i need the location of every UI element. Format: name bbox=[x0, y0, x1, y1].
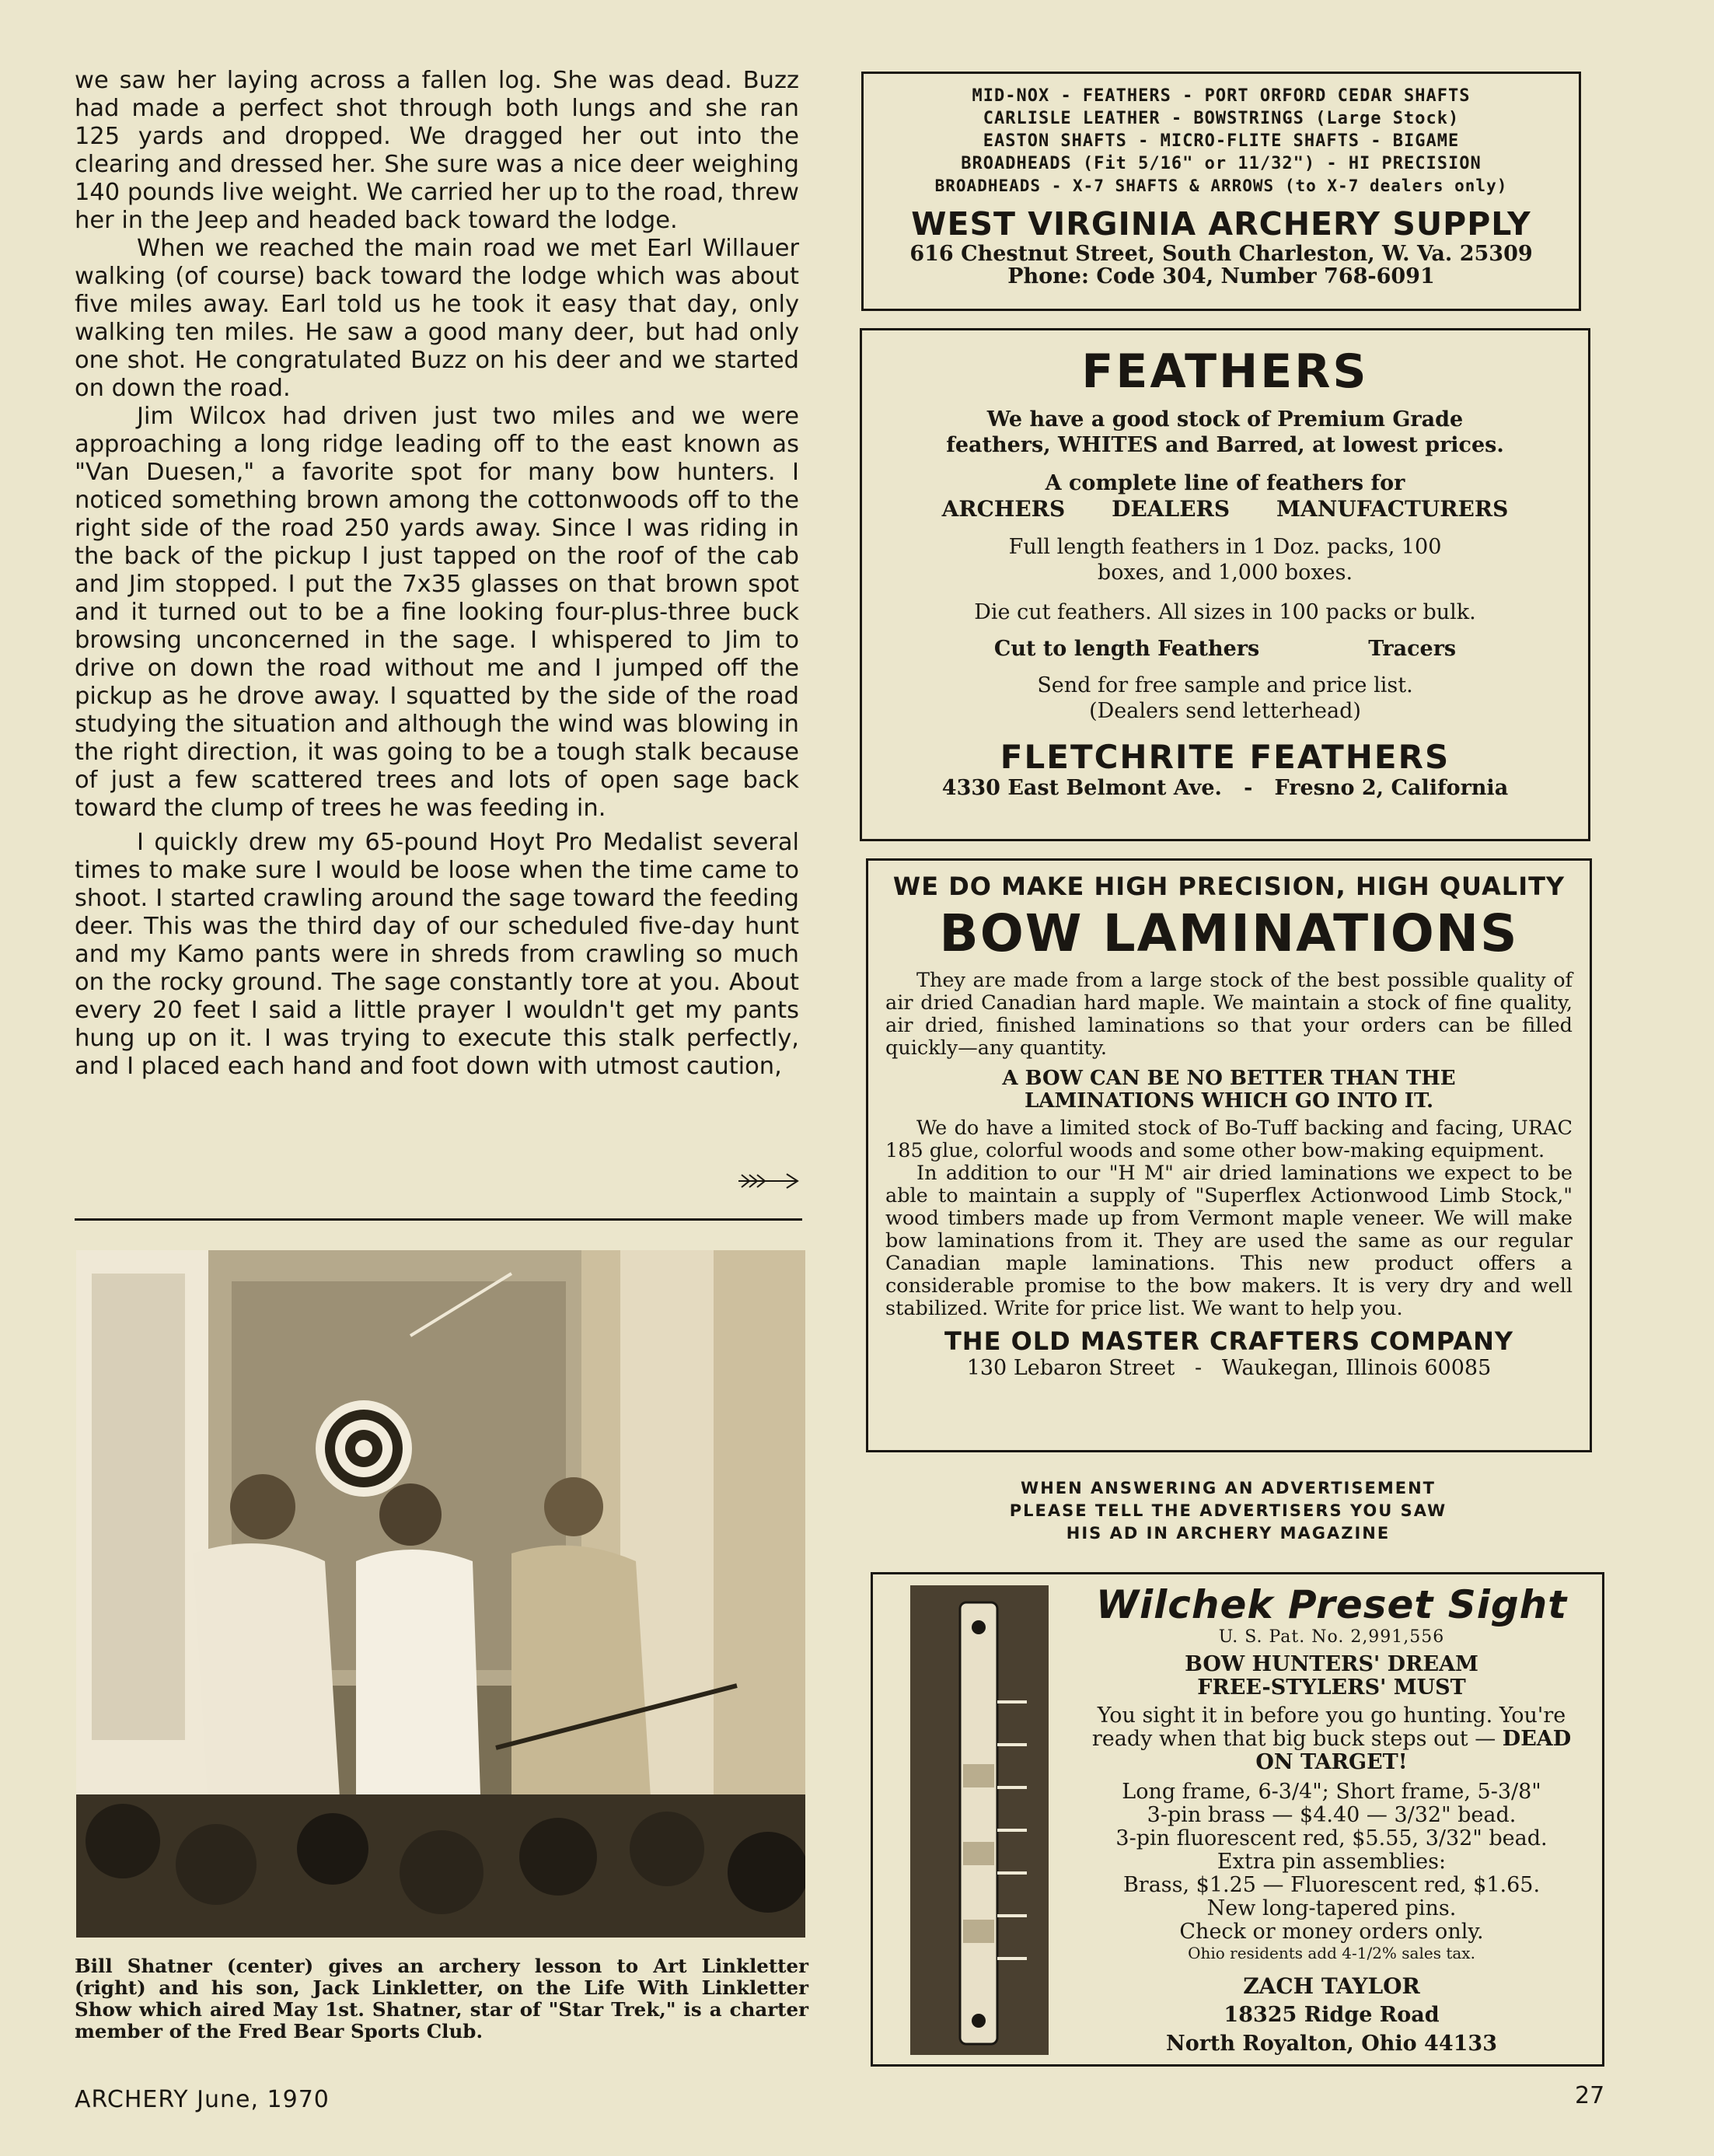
ad-copy: Die cut feathers. All sizes in 100 packs or bulk. bbox=[974, 600, 1476, 624]
advertiser-address: 130 Lebaron Street - Waukegan, Illinois 60085 bbox=[966, 1356, 1492, 1380]
ad-copy: Send for free sample and price list. bbox=[1037, 673, 1413, 697]
patent-number: U. S. Pat. No. 2,991,556 bbox=[1218, 1627, 1445, 1647]
article-paragraph: I quickly drew my 65-pound Hoyt Pro Medalist several times to make sure I would be loose when the time came to shoot. I started crawling around the sage toward the feeding deer. This was the third day of our scheduled five-day hunt and my Kamo pants were in shreds from crawling so much on the rocky ground. The sage constantly tore at you. About every 20 feet I said a little prayer I wouldn't get my pants hung up on it. I was trying to execute this stalk perfectly, and I placed each hand and foot down with utmost caution, bbox=[75, 829, 799, 1080]
product-line: CARLISLE LEATHER - BOWSTRINGS (Large Stock) bbox=[983, 109, 1460, 128]
product-line: BROADHEADS - X-7 SHAFTS & ARROWS (to X-7 dealers only) bbox=[934, 176, 1508, 195]
pitch-emphasis: DEAD ON TARGET! bbox=[1255, 1727, 1572, 1774]
audience-item: DEALERS bbox=[1112, 496, 1231, 522]
section-divider bbox=[75, 1218, 802, 1221]
ad-copy: We have a good stock of Premium Grade feathers, WHITES and Barred, at lowest prices. bbox=[946, 407, 1504, 457]
ad-copy: In addition to our "H M" air dried laminations we expect to be able to maintain a supply of "Superflex Actionwood Limb Stock," wood timbers made up from Vermont maple veneer. We will make bow laminations from it. They are used the same as our regular Canadian maple laminations. This new product offers a considerable promise to the bow makers. It is very dry and well stabilized. Write for price list. We want to help you. bbox=[885, 1162, 1573, 1320]
advertiser-city: North Royalton, Ohio 44133 bbox=[1166, 2032, 1497, 2056]
product-line: BROADHEADS (Fit 5/16" or 11/32") - HI PRECISION bbox=[961, 154, 1482, 173]
ad-copy: (Dealers send letterhead) bbox=[1089, 699, 1361, 723]
pitch-text: You sight it in before you go hunting. You're ready when that big buck steps out — bbox=[1091, 1703, 1566, 1751]
advertiser-name: ZACH TAYLOR bbox=[1243, 1973, 1420, 1999]
bow-sight-image bbox=[910, 1585, 1049, 2055]
notice-line: PLEASE TELL THE ADVERTISERS YOU SAW bbox=[1009, 1501, 1447, 1520]
spec-line: Extra pin assemblies: bbox=[1217, 1850, 1447, 1874]
product-item: Tracers bbox=[1368, 637, 1457, 661]
ad-tagline: BOW HUNTERS' DREAM bbox=[1185, 1652, 1478, 1676]
spec-line: Brass, $1.25 — Fluorescent red, $1.65. bbox=[1122, 1873, 1541, 1897]
notice-line: HIS AD IN ARCHERY MAGAZINE bbox=[1066, 1524, 1391, 1543]
ad-fletchrite-feathers bbox=[860, 328, 1590, 841]
product-item: Cut to length Feathers bbox=[993, 637, 1260, 661]
archery-lesson-photo bbox=[76, 1250, 805, 1938]
article-paragraph: Jim Wilcox had driven just two miles and we were approaching a long ridge leading off to the east known as "Van Duesen," a favorite spot for many bow hunters. I noticed something brown among the cottonwoods off to the right side of the road 250 yards away. Since I was riding in the back of the pickup I just tapped on the roof of the cab and Jim stopped. I put the 7x35 glasses on that brown spot and it turned out to be a fine looking four-plus-three buck browsing unconcerned in the sage. I whispered to Jim to drive on down the road without me and I jumped off the pickup as he drove away. I squatted by the side of the road studying the situation and although the wind was blowing in the right direction, it was going to be a tough stalk because of just a few scattered trees and lots of open sage back toward the clump of trees he was feeding in. bbox=[75, 403, 799, 822]
article-paragraph: When we reached the main road we met Earl Willauer walking (of course) back toward the lodge which was about five miles away. Earl told us he took it easy that day, only walking ten miles. He saw a good many deer, but had only one shot. He congratulated Buzz on his deer and we started on down the road. bbox=[75, 235, 799, 402]
ad-subheadline: WE DO MAKE HIGH PRECISION, HIGH QUALITY bbox=[892, 872, 1566, 901]
ad-pitch bbox=[1069, 1704, 1594, 1774]
advertiser-name: WEST VIRGINIA ARCHERY SUPPLY bbox=[911, 205, 1531, 243]
advertiser-address: 616 Chestnut Street, South Charleston, W. Va. 25309 bbox=[909, 242, 1533, 266]
ad-copy: A complete line of feathers for bbox=[1045, 471, 1405, 495]
notice-line: WHEN ANSWERING AN ADVERTISEMENT bbox=[1021, 1479, 1436, 1497]
ad-tagline: FREE-STYLERS' MUST bbox=[1197, 1676, 1466, 1700]
ad-copy: They are made from a large stock of the best possible quality of air dried Canadian hard maple. We maintain a stock of fine quality, air dried, finished laminations so that your orders can be filled quickly—any quantity. bbox=[885, 969, 1573, 1060]
ad-headline: BOW LAMINATIONS bbox=[939, 903, 1519, 963]
advertiser-phone: Phone: Code 304, Number 768-6091 bbox=[1007, 264, 1435, 288]
audience-item: MANUFACTURERS bbox=[1276, 496, 1509, 522]
continued-arrow-icon bbox=[737, 1169, 801, 1193]
product-line: EASTON SHAFTS - MICRO-FLITE SHAFTS - BIGAME bbox=[983, 131, 1460, 151]
magazine-footer: ARCHERY June, 1970 bbox=[75, 2086, 330, 2113]
product-row bbox=[862, 636, 1588, 662]
spec-line: 3-pin brass — $4.40 — 3/32" bead. bbox=[1147, 1803, 1517, 1827]
tax-note: Ohio residents add 4-1/2% sales tax. bbox=[1188, 1944, 1475, 1962]
ad-copy: Full length feathers in 1 Doz. packs, 100 boxes, and 1,000 boxes. bbox=[1008, 535, 1442, 585]
ad-headline: FEATHERS bbox=[1081, 344, 1369, 399]
ad-wilchek-preset-sight bbox=[871, 1572, 1604, 2067]
photo-caption: Bill Shatner (center) gives an archery lesson to Art Linkletter (right) and his son, Jack Linkletter, on the Life With Linkletter Show which aired May 1st. Shatner, star of "Star Trek," is a charter member of the Fred Bear Sports Club. bbox=[75, 1955, 808, 2042]
article-body bbox=[75, 67, 799, 1081]
audience-item: ARCHERS bbox=[941, 496, 1066, 522]
ad-old-master-crafters bbox=[866, 858, 1592, 1452]
spec-line: 3-pin fluorescent red, $5.55, 3/32" bead. bbox=[1115, 1826, 1548, 1850]
spec-line: Check or money orders only. bbox=[1179, 1920, 1484, 1944]
advertiser-street: 18325 Ridge Road bbox=[1224, 2003, 1440, 2027]
ad-west-virginia-archery-supply bbox=[861, 72, 1581, 311]
spec-line: Long frame, 6-3/4"; Short frame, 5-3/8" bbox=[1122, 1780, 1541, 1804]
advertiser-notice bbox=[894, 1477, 1562, 1545]
advertiser-name: FLETCHRITE FEATHERS bbox=[1000, 738, 1450, 776]
ad-copy: We do have a limited stock of Bo-Tuff backing and facing, URAC 185 glue, colorful woods and some other bow-making equipment. bbox=[885, 1116, 1573, 1162]
product-line: MID-NOX - FEATHERS - PORT ORFORD CEDAR SHAFTS bbox=[972, 86, 1471, 106]
ad-slogan: A BOW CAN BE NO BETTER THAN THE LAMINATIONS WHICH GO INTO IT. bbox=[1002, 1067, 1456, 1113]
product-list bbox=[864, 74, 1579, 197]
advertiser-address: 4330 East Belmont Ave. - Fresno 2, California bbox=[941, 776, 1509, 800]
article-paragraph: we saw her laying across a fallen log. She was dead. Buzz had made a perfect shot through both lungs and she ran 125 yards and dropped. We dragged her out into the clearing and dressed her. She sure was a nice deer weighing 140 pounds live weight. We carried her up to the road, threw her in the Jeep and headed back toward the lodge. bbox=[75, 67, 799, 234]
ad-headline: Wilchek Preset Sight bbox=[1095, 1582, 1568, 1627]
spec-line: New long-tapered pins. bbox=[1206, 1896, 1457, 1920]
audience-list bbox=[862, 496, 1588, 522]
advertiser-name: THE OLD MASTER CRAFTERS COMPANY bbox=[944, 1326, 1514, 1356]
page-number: 27 bbox=[1575, 2082, 1605, 2109]
